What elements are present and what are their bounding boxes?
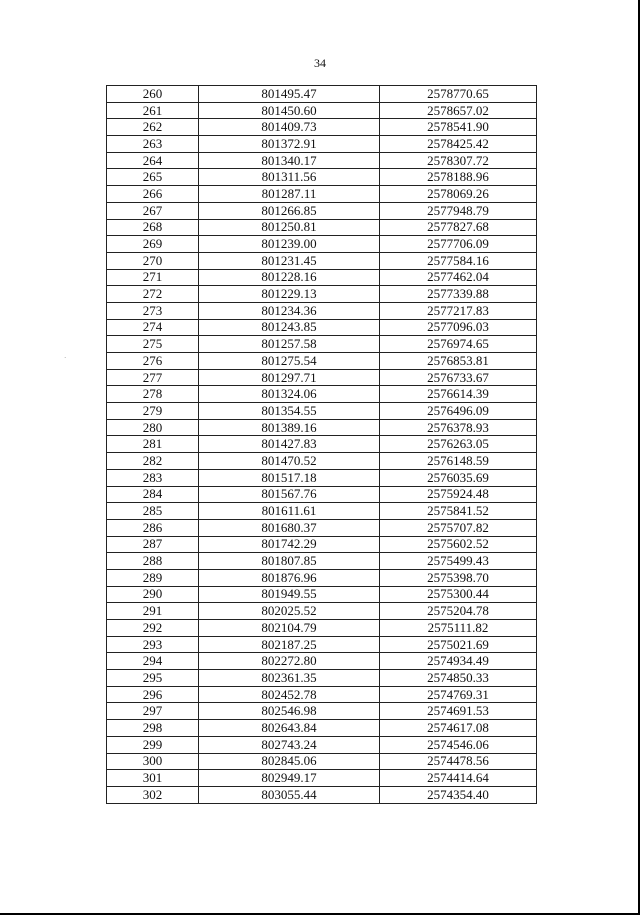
y-coordinate-cell: 2578541.90 — [380, 119, 537, 136]
x-coordinate-cell: 801243.85 — [199, 319, 380, 336]
x-coordinate-cell: 802272.80 — [199, 653, 380, 670]
y-coordinate-cell: 2576733.67 — [380, 369, 537, 386]
table-row — [107, 269, 537, 286]
y-coordinate-cell: 2576974.65 — [380, 336, 537, 353]
point-number-cell: 262 — [107, 119, 199, 136]
table-row — [107, 152, 537, 169]
table-row — [107, 736, 537, 753]
y-coordinate-cell: 2576614.39 — [380, 386, 537, 403]
point-number-cell: 282 — [107, 453, 199, 470]
y-coordinate-cell: 2574850.33 — [380, 670, 537, 687]
y-coordinate-cell: 2578307.72 — [380, 152, 537, 169]
point-number-cell: 267 — [107, 202, 199, 219]
x-coordinate-cell: 802452.78 — [199, 686, 380, 703]
x-coordinate-cell: 801340.17 — [199, 152, 380, 169]
table-row — [107, 136, 537, 153]
table-row — [107, 436, 537, 453]
point-number-cell: 277 — [107, 369, 199, 386]
y-coordinate-cell: 2575300.44 — [380, 586, 537, 603]
x-coordinate-cell: 802845.06 — [199, 753, 380, 770]
x-coordinate-cell: 801354.55 — [199, 403, 380, 420]
point-number-cell: 298 — [107, 720, 199, 737]
point-number-cell: 281 — [107, 436, 199, 453]
y-coordinate-cell: 2576853.81 — [380, 353, 537, 370]
table-row — [107, 703, 537, 720]
x-coordinate-cell: 801324.06 — [199, 386, 380, 403]
table-row — [107, 403, 537, 420]
y-coordinate-cell: 2577339.88 — [380, 286, 537, 303]
x-coordinate-cell: 801231.45 — [199, 252, 380, 269]
y-coordinate-cell: 2577706.09 — [380, 236, 537, 253]
point-number-cell: 278 — [107, 386, 199, 403]
point-number-cell: 264 — [107, 152, 199, 169]
x-coordinate-cell: 801266.85 — [199, 202, 380, 219]
x-coordinate-cell: 801409.73 — [199, 119, 380, 136]
x-coordinate-cell: 801287.11 — [199, 186, 380, 203]
x-coordinate-cell: 801389.16 — [199, 419, 380, 436]
table-row — [107, 519, 537, 536]
y-coordinate-cell: 2577096.03 — [380, 319, 537, 336]
table-row — [107, 336, 537, 353]
point-number-cell: 300 — [107, 753, 199, 770]
table-row — [107, 620, 537, 637]
x-coordinate-cell: 801229.13 — [199, 286, 380, 303]
y-coordinate-cell: 2578657.02 — [380, 102, 537, 119]
coordinates-table — [106, 85, 537, 804]
y-coordinate-cell: 2574546.06 — [380, 736, 537, 753]
table-row — [107, 102, 537, 119]
table-row — [107, 236, 537, 253]
point-number-cell: 287 — [107, 536, 199, 553]
y-coordinate-cell: 2575707.82 — [380, 519, 537, 536]
point-number-cell: 272 — [107, 286, 199, 303]
point-number-cell: 268 — [107, 219, 199, 236]
x-coordinate-cell: 801495.47 — [199, 86, 380, 103]
x-coordinate-cell: 801372.91 — [199, 136, 380, 153]
y-coordinate-cell: 2578188.96 — [380, 169, 537, 186]
x-coordinate-cell: 802546.98 — [199, 703, 380, 720]
point-number-cell: 269 — [107, 236, 199, 253]
table-row — [107, 86, 537, 103]
point-number-cell: 279 — [107, 403, 199, 420]
x-coordinate-cell: 801517.18 — [199, 469, 380, 486]
x-coordinate-cell: 801470.52 — [199, 453, 380, 470]
y-coordinate-cell: 2574414.64 — [380, 770, 537, 787]
y-coordinate-cell: 2575021.69 — [380, 636, 537, 653]
table-row — [107, 386, 537, 403]
point-number-cell: 288 — [107, 553, 199, 570]
table-row — [107, 553, 537, 570]
table-row — [107, 169, 537, 186]
point-number-cell: 301 — [107, 770, 199, 787]
x-coordinate-cell: 801680.37 — [199, 519, 380, 536]
point-number-cell: 294 — [107, 653, 199, 670]
y-coordinate-cell: 2575499.43 — [380, 553, 537, 570]
point-number-cell: 270 — [107, 252, 199, 269]
y-coordinate-cell: 2578069.26 — [380, 186, 537, 203]
x-coordinate-cell: 801250.81 — [199, 219, 380, 236]
margin-speck: · — [64, 354, 67, 362]
point-number-cell: 263 — [107, 136, 199, 153]
table-row — [107, 569, 537, 586]
x-coordinate-cell: 801234.36 — [199, 302, 380, 319]
point-number-cell: 283 — [107, 469, 199, 486]
point-number-cell: 284 — [107, 486, 199, 503]
x-coordinate-cell: 801228.16 — [199, 269, 380, 286]
x-coordinate-cell: 801450.60 — [199, 102, 380, 119]
point-number-cell: 271 — [107, 269, 199, 286]
table-row — [107, 653, 537, 670]
point-number-cell: 302 — [107, 786, 199, 803]
x-coordinate-cell: 801275.54 — [199, 353, 380, 370]
x-coordinate-cell: 801297.71 — [199, 369, 380, 386]
point-number-cell: 260 — [107, 86, 199, 103]
x-coordinate-cell: 802361.35 — [199, 670, 380, 687]
x-coordinate-cell: 801807.85 — [199, 553, 380, 570]
x-coordinate-cell: 801257.58 — [199, 336, 380, 353]
y-coordinate-cell: 2577584.16 — [380, 252, 537, 269]
y-coordinate-cell: 2575602.52 — [380, 536, 537, 553]
table-row — [107, 670, 537, 687]
y-coordinate-cell: 2576263.05 — [380, 436, 537, 453]
x-coordinate-cell: 802643.84 — [199, 720, 380, 737]
point-number-cell: 293 — [107, 636, 199, 653]
table-row — [107, 503, 537, 520]
table-row — [107, 252, 537, 269]
point-number-cell: 261 — [107, 102, 199, 119]
table-row — [107, 319, 537, 336]
x-coordinate-cell: 802187.25 — [199, 636, 380, 653]
coordinates-table-body — [107, 86, 537, 804]
y-coordinate-cell: 2577462.04 — [380, 269, 537, 286]
x-coordinate-cell: 802104.79 — [199, 620, 380, 637]
x-coordinate-cell: 802949.17 — [199, 770, 380, 787]
y-coordinate-cell: 2577217.83 — [380, 302, 537, 319]
y-coordinate-cell: 2576496.09 — [380, 403, 537, 420]
x-coordinate-cell: 801949.55 — [199, 586, 380, 603]
table-row — [107, 302, 537, 319]
x-coordinate-cell: 801311.56 — [199, 169, 380, 186]
point-number-cell: 273 — [107, 302, 199, 319]
point-number-cell: 296 — [107, 686, 199, 703]
point-number-cell: 297 — [107, 703, 199, 720]
x-coordinate-cell: 801567.76 — [199, 486, 380, 503]
point-number-cell: 276 — [107, 353, 199, 370]
table-row — [107, 603, 537, 620]
y-coordinate-cell: 2578425.42 — [380, 136, 537, 153]
x-coordinate-cell: 803055.44 — [199, 786, 380, 803]
x-coordinate-cell: 801876.96 — [199, 569, 380, 586]
y-coordinate-cell: 2575398.70 — [380, 569, 537, 586]
table-row — [107, 186, 537, 203]
table-row — [107, 753, 537, 770]
table-row — [107, 586, 537, 603]
y-coordinate-cell: 2577827.68 — [380, 219, 537, 236]
point-number-cell: 299 — [107, 736, 199, 753]
y-coordinate-cell: 2575924.48 — [380, 486, 537, 503]
table-row — [107, 770, 537, 787]
table-row — [107, 453, 537, 470]
point-number-cell: 280 — [107, 419, 199, 436]
y-coordinate-cell: 2576148.59 — [380, 453, 537, 470]
point-number-cell: 274 — [107, 319, 199, 336]
table-row — [107, 353, 537, 370]
y-coordinate-cell: 2574478.56 — [380, 753, 537, 770]
table-row — [107, 486, 537, 503]
y-coordinate-cell: 2576035.69 — [380, 469, 537, 486]
point-number-cell: 285 — [107, 503, 199, 520]
table-row — [107, 686, 537, 703]
table-row — [107, 786, 537, 803]
table-row — [107, 536, 537, 553]
x-coordinate-cell: 802025.52 — [199, 603, 380, 620]
table-row — [107, 202, 537, 219]
y-coordinate-cell: 2575841.52 — [380, 503, 537, 520]
point-number-cell: 291 — [107, 603, 199, 620]
table-row — [107, 469, 537, 486]
y-coordinate-cell: 2578770.65 — [380, 86, 537, 103]
y-coordinate-cell: 2576378.93 — [380, 419, 537, 436]
y-coordinate-cell: 2574354.40 — [380, 786, 537, 803]
x-coordinate-cell: 801239.00 — [199, 236, 380, 253]
y-coordinate-cell: 2574769.31 — [380, 686, 537, 703]
table-row — [107, 219, 537, 236]
y-coordinate-cell: 2574934.49 — [380, 653, 537, 670]
y-coordinate-cell: 2574617.08 — [380, 720, 537, 737]
table-row — [107, 119, 537, 136]
table-row — [107, 636, 537, 653]
point-number-cell: 289 — [107, 569, 199, 586]
point-number-cell: 286 — [107, 519, 199, 536]
table-row — [107, 720, 537, 737]
x-coordinate-cell: 801742.29 — [199, 536, 380, 553]
table-row — [107, 369, 537, 386]
point-number-cell: 290 — [107, 586, 199, 603]
point-number-cell: 292 — [107, 620, 199, 637]
table-row — [107, 419, 537, 436]
point-number-cell: 266 — [107, 186, 199, 203]
table-row — [107, 286, 537, 303]
point-number-cell: 295 — [107, 670, 199, 687]
x-coordinate-cell: 802743.24 — [199, 736, 380, 753]
x-coordinate-cell: 801611.61 — [199, 503, 380, 520]
x-coordinate-cell: 801427.83 — [199, 436, 380, 453]
page-number: 34 — [314, 56, 326, 70]
point-number-cell: 265 — [107, 169, 199, 186]
y-coordinate-cell: 2575204.78 — [380, 603, 537, 620]
y-coordinate-cell: 2574691.53 — [380, 703, 537, 720]
y-coordinate-cell: 2577948.79 — [380, 202, 537, 219]
point-number-cell: 275 — [107, 336, 199, 353]
y-coordinate-cell: 2575111.82 — [380, 620, 537, 637]
